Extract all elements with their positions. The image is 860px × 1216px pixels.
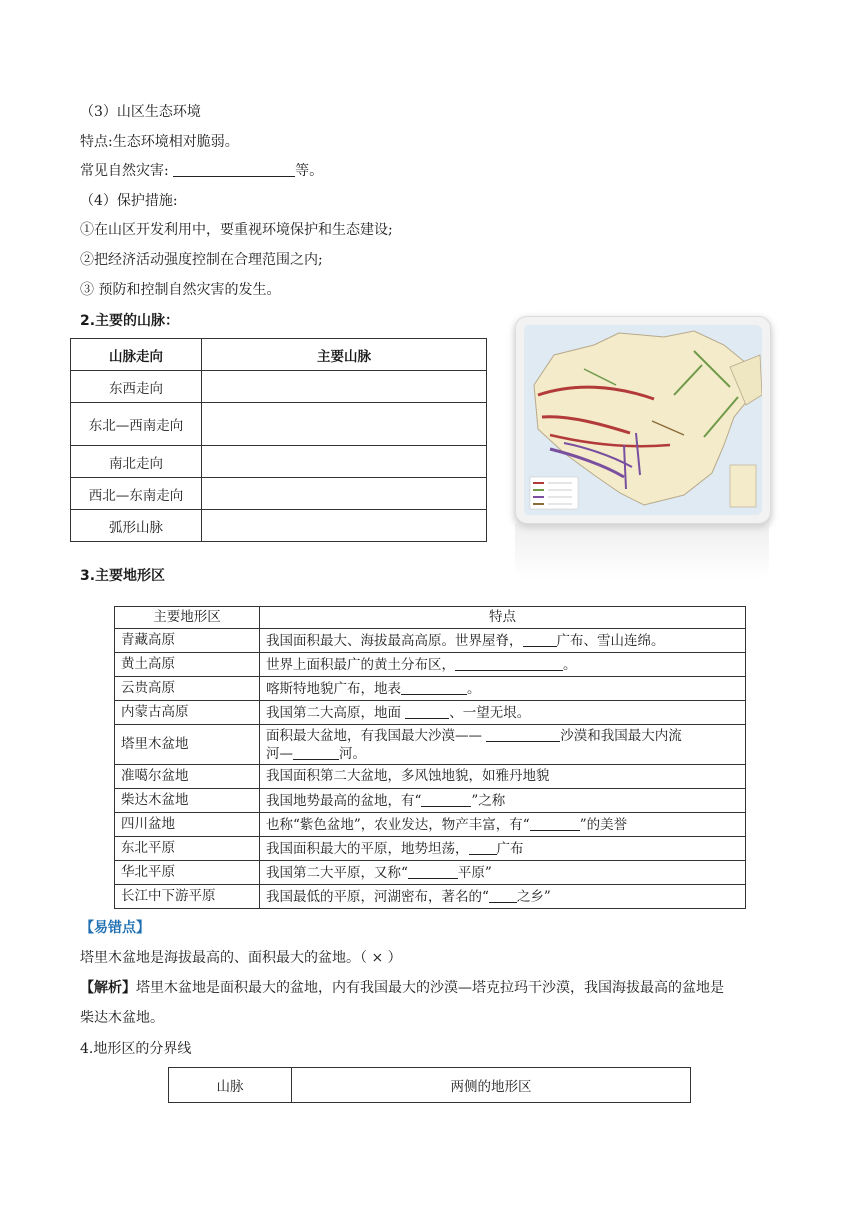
feature-text: 我国面积最大的平原，地势坦荡， [266,840,469,857]
range-direction: 南北走向 [71,446,202,478]
table-row [115,813,746,837]
feature-text: 我国地势最高的盆地，有“ [266,792,422,809]
range-direction: 西北—东南走向 [71,478,202,510]
boundary-table [168,1067,691,1103]
feature-text: 之乡” [516,888,551,905]
range-direction: 东西走向 [71,371,202,403]
analysis-label: 【解析】 [80,980,136,996]
landform-name: 准噶尔盆地 [115,765,260,789]
landform-name: 云贵高原 [115,677,260,701]
table-row [115,677,746,701]
landform-name: 长江中下游平原 [115,885,260,909]
map-reflection [515,524,769,580]
feature-text: 我国第二大平原，又称“ [266,864,408,881]
range-answer-cell[interactable] [202,371,487,403]
table-row [115,701,746,725]
landform-name: 内蒙古高原 [115,701,260,725]
feature-text: 我国第二大高原，地面 [266,704,406,721]
feature-text: 广布 [496,840,524,857]
feature-text: 沙漠和我国最大内流 [560,727,682,744]
protection-item-2: ②把经济活动强度控制在合理范围之内; [80,252,323,268]
answer-blank[interactable] [421,792,471,807]
landform-name: 青藏高原 [115,629,260,653]
landform-col-feature: 特点 [260,607,746,629]
feature-text: 广布、雪山连绵。 [556,632,665,649]
range-answer-cell[interactable] [202,478,487,510]
answer-blank[interactable] [293,745,339,760]
china-map [524,325,762,515]
table-row [115,629,746,653]
protection-item-1: ①在山区开发利用中，要重视环境保护和生态建设; [80,222,393,238]
range-col-mountains: 主要山脉 [202,339,487,371]
landform-name: 东北平原 [115,837,260,861]
feature-text: 。 [563,656,577,673]
feature-text: 河— [266,745,293,762]
answer-blank[interactable] [469,840,497,855]
feature-text: 世界上面积最广的黄土分布区， [266,656,455,673]
answer-blank[interactable] [408,864,458,879]
table-row [115,837,746,861]
answer-blank[interactable] [530,816,580,831]
range-direction: 弧形山脉 [71,510,202,542]
mountains-heading: 2.主要的山脉： [80,313,180,329]
landform-name: 柴达木盆地 [115,789,260,813]
feature-text: 。 [467,680,481,697]
table-row [115,765,746,789]
analysis-line-2: 柴达木盆地。 [80,1010,164,1026]
disaster-blank[interactable] [173,162,295,177]
landform-feature [260,653,746,677]
feature-text: 我国面积最大、海拔最高高原。世界屋脊， [266,632,523,649]
table-row [115,725,746,765]
landform-name: 四川盆地 [115,813,260,837]
table-row [71,478,487,510]
feature-text: ”之称 [471,792,506,809]
landform-feature [260,813,746,837]
feature-text: 我国面积第二大盆地，多风蚀地貌，如雅丹地貌 [266,768,550,784]
boundary-col-regions: 两侧的地形区 [292,1068,691,1103]
range-answer-cell[interactable] [202,403,487,446]
table-row [71,510,487,542]
landforms-heading: 3.主要地形区 [80,568,166,584]
landform-feature [260,789,746,813]
boundary-heading: 4.地形区的分界线 [80,1041,192,1057]
landform-feature [260,725,746,765]
range-answer-cell[interactable] [202,446,487,478]
table-row [115,653,746,677]
feature-text: 喀斯特地貌广布，地表 [266,680,401,697]
feature-text: ”的美誉 [579,816,628,833]
table-row [115,861,746,885]
landform-feature [260,837,746,861]
analysis-line-1 [80,978,724,998]
section3-heading: （3）山区生态环境 [80,104,201,120]
table-row [115,789,746,813]
protection-item-3: ③ 预防和控制自然灾害的发生。 [80,282,281,298]
ecology-feature: 特点:生态环境相对脆弱。 [80,134,239,150]
table-row [71,403,487,446]
mountain-map-image [515,316,771,524]
disaster-prefix: 常见自然灾害: [80,163,174,179]
landform-table [114,606,746,909]
landform-feature [260,885,746,909]
feature-text: 平原” [457,864,492,881]
answer-blank[interactable] [523,632,557,647]
answer-blank[interactable] [401,680,467,695]
table-row [71,446,487,478]
answer-blank[interactable] [405,704,449,719]
landform-col-name: 主要地形区 [115,607,260,629]
range-col-direction: 山脉走向 [71,339,202,371]
landform-name: 塔里木盆地 [115,725,260,765]
mistake-label: 【易错点】 [80,920,150,936]
mountain-range-table [70,338,487,542]
disaster-suffix: 等。 [295,163,324,179]
landform-feature [260,677,746,701]
range-direction: 东北—西南走向 [71,403,202,446]
mountain-map-graphic [524,325,762,515]
feature-text: 河。 [339,745,366,762]
landform-feature [260,765,746,789]
landform-name: 华北平原 [115,861,260,885]
disaster-line [80,161,323,181]
answer-blank[interactable] [486,727,560,742]
landform-feature [260,629,746,653]
landform-feature [260,861,746,885]
section4-heading: （4）保护措施: [80,193,178,209]
feature-text: 面积最大盆地，有我国最大沙漠—— [266,727,487,744]
mistake-statement: 塔里木盆地是海拔最高的、面积最大的盆地。（ × ） [80,950,402,966]
answer-blank[interactable] [455,656,563,671]
analysis-text: 塔里木盆地是面积最大的盆地，内有我国最大的沙漠—塔克拉玛干沙漠，我国海拔最高的盆地是 [136,980,724,996]
range-answer-cell[interactable] [202,510,487,542]
table-row [71,371,487,403]
boundary-col-mountain: 山脉 [169,1068,292,1103]
landform-feature [260,701,746,725]
feature-text: 我国最低的平原，河湖密布，著名的“ [266,888,489,905]
feature-text: 也称“紫色盆地”，农业发达，物产丰富，有“ [266,816,530,833]
table-row [115,885,746,909]
answer-blank[interactable] [489,888,517,903]
landform-name: 黄土高原 [115,653,260,677]
feature-text: 、一望无垠。 [449,704,531,721]
